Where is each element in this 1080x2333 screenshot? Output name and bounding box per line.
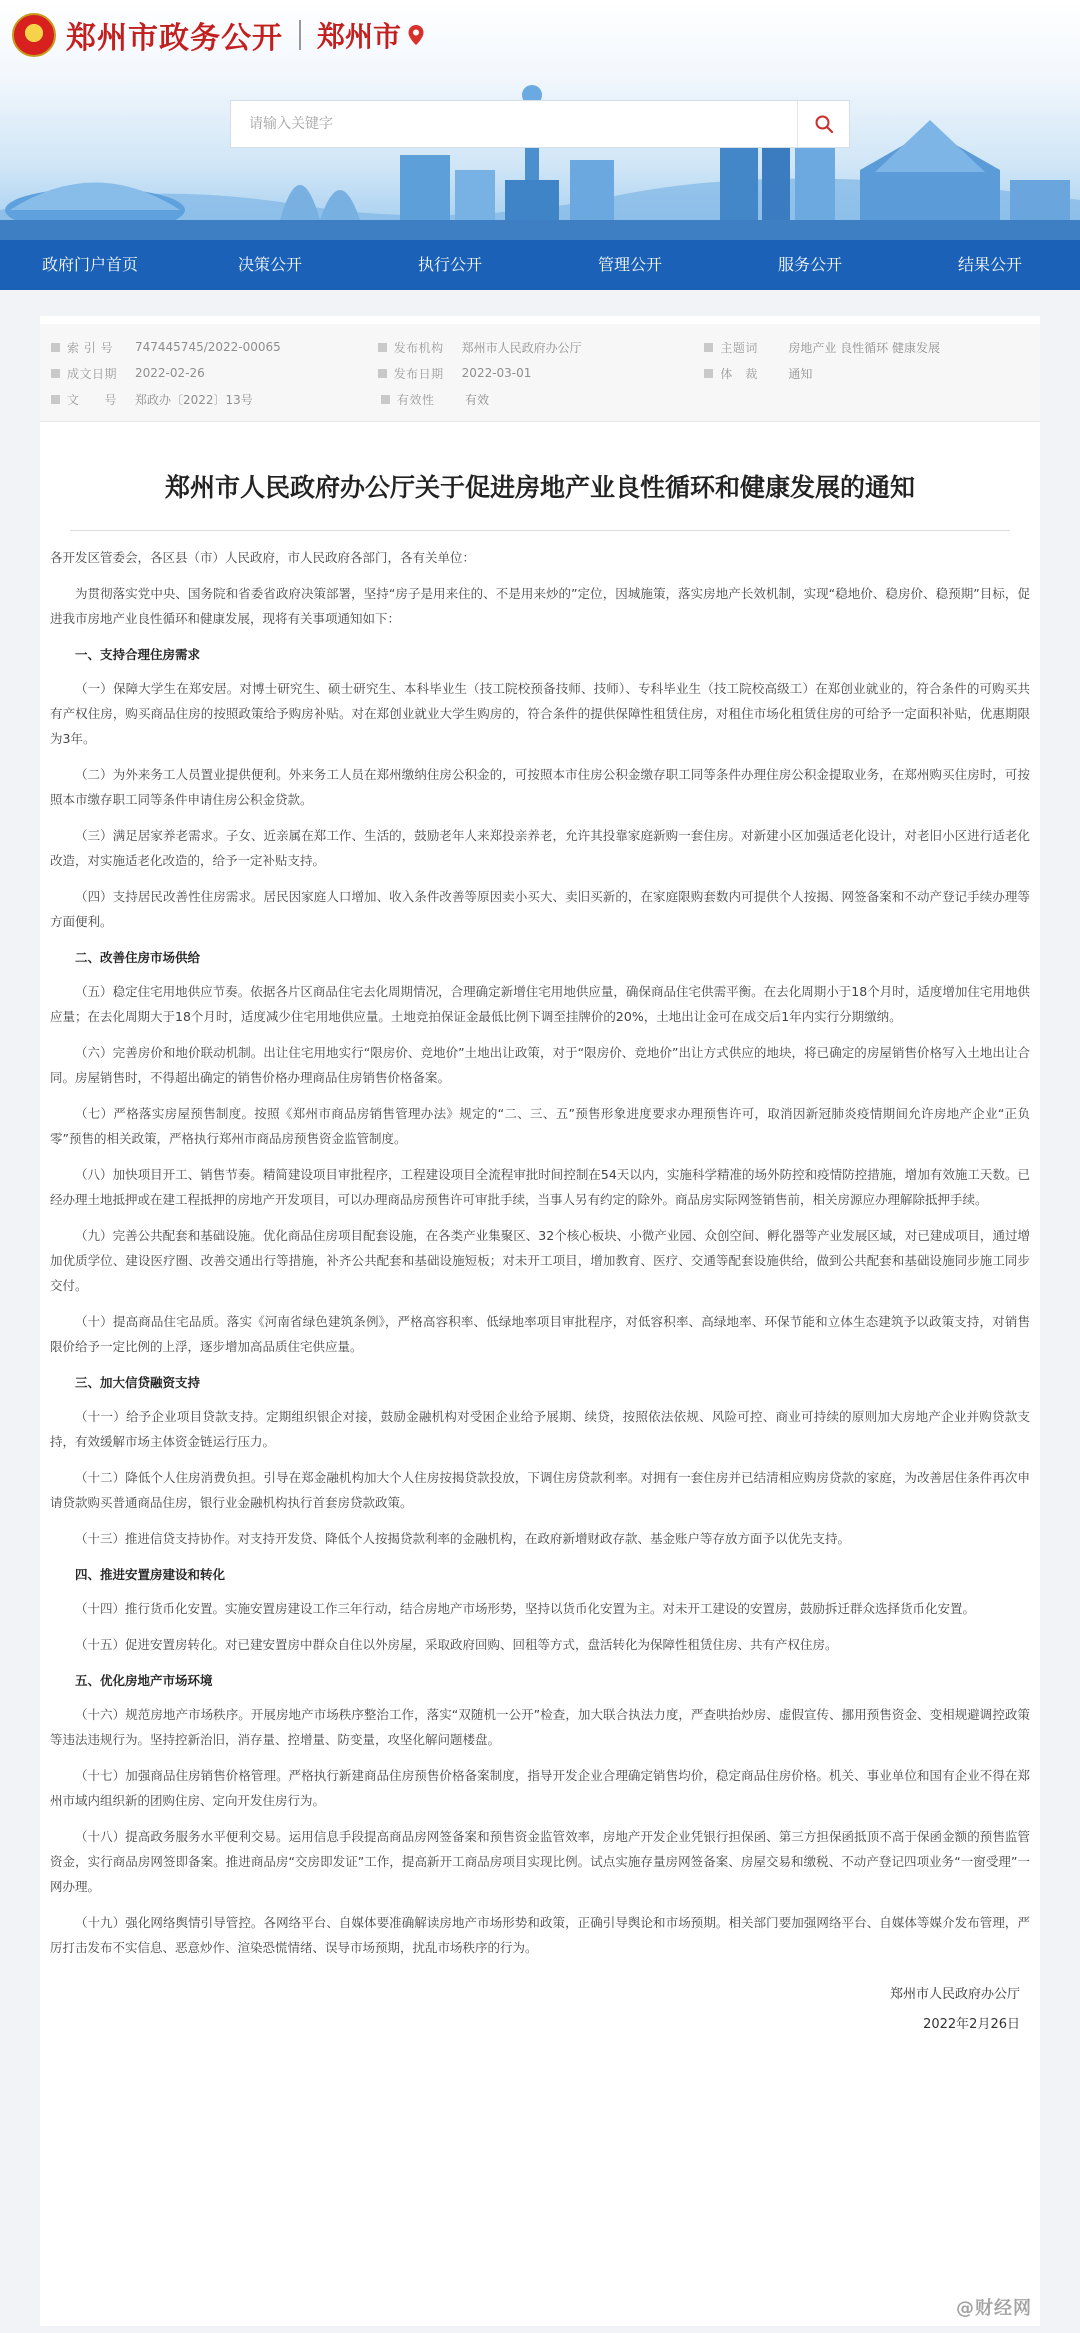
created-date-label: 成文日期 — [67, 366, 118, 381]
site-title: 郑州市政务公开 — [66, 21, 283, 56]
index-value: 747445745/2022-00065 — [135, 340, 281, 354]
calendar-icon — [377, 368, 388, 379]
published-date-value: 2022-03-01 — [461, 366, 532, 380]
nav-item-decision[interactable]: 决策公开 — [237, 255, 302, 274]
file-number-icon — [50, 394, 61, 405]
location-pin-icon[interactable] — [407, 24, 425, 46]
signature-block — [50, 1980, 1030, 2040]
published-date-label: 发布日期 — [393, 366, 444, 381]
created-date-value: 2022-02-26 — [135, 366, 205, 380]
article-card — [40, 316, 1040, 2326]
search-input[interactable] — [231, 101, 797, 147]
city-name: 郑州市 — [317, 20, 402, 53]
paragraph: （二）为外来务工人员置业提供便利。外来务工人员在郑州缴纳住房公积金的，可按照本市住房公积金缴存职工同等条件办理住房公积金提取业务，在郑州购买住房时，可按照本市缴存职工同等条件申请住房公积金贷款。 — [50, 767, 1030, 807]
paragraph: （十五）促进安置房转化。对已建安置房中群众自住以外房屋，采取政府回购、回租等方式，盘活转化为保障性租赁住房、共有产权住房。 — [75, 1637, 838, 1652]
document-body — [40, 531, 1040, 2040]
paragraph: （七）严格落实房屋预售制度。按照《郑州市商品房销售管理办法》规定的“二、三、五”预售形象进度要求办理预售许可，取消因新冠肺炎疫情期间允许房地产企业“正负零”预售的相关政策，严格执行郑州市商品房预售资金监管制度。 — [50, 1106, 1030, 1146]
salutation: 各开发区管委会，各区县（市）人民政府，市人民政府各部门，各有关单位： — [50, 550, 476, 565]
validity-icon — [380, 394, 391, 405]
paragraph: （十）提高商品住宅品质。落实《河南省绿色建筑条例》，严格高容积率、低绿地率项目审批程序，对低容积率、高绿地率、环保节能和立体生态建筑予以政策支持，对销售限价给予一定比例的上浮，逐步增加高品质住宅供应量。 — [50, 1314, 1030, 1354]
document-icon — [703, 368, 714, 379]
paragraph: （六）完善房价和地价联动机制。出让住宅用地实行“限房价、竞地价”土地出让政策，对于“限房价、竞地价”出让方式供应的地块，将已确定的房屋销售价格写入土地出让合同。房屋销售时，不得超出确定的销售价格办理商品住房销售价格备案。 — [50, 1045, 1030, 1085]
paragraph: （十八）提高政务服务水平便利交易。运用信息手段提高商品房网签备案和预售资金监管效率，房地产开发企业凭银行担保函、第三方担保函抵顶不高于保函金额的预售监管资金，实行商品房网签即备案。推进商品房“交房即发证”工作，提高新开工商品房项目实现比例。试点实施存量房网签备案、房屋交易和缴税、不动产登记四项业务“一窗受理”一网办理。 — [50, 1829, 1030, 1894]
nav-item-portal-home[interactable]: 政府门户首页 — [41, 255, 138, 274]
paragraph: （十三）推进信贷支持协作。对支持开发贷、降低个人按揭贷款利率的金融机构，在政府新增财政存款、基金账户等存放方面予以优先支持。 — [75, 1531, 851, 1546]
doc-number-label: 文 号 — [67, 392, 118, 407]
section-heading: 二、改善住房市场供给 — [75, 950, 201, 965]
document-metadata — [40, 324, 1040, 422]
paragraph: （八）加快项目开工、销售节奏。精简建设项目审批程序，工程建设项目全流程审批时间控制在54天以内，实施科学精准的场外防控和疫情防控措施，增加有效施工天数。已经办理土地抵押或在建工程抵押的房地产开发项目，可以办理商品房预售许可审批手续，当事人另有约定的除外。商品房实际网签销售前，相关房源应办理解除抵押手续。 — [50, 1167, 1030, 1207]
keyword-icon — [703, 342, 714, 353]
section-heading: 五、优化房地产市场环境 — [75, 1673, 213, 1688]
index-label: 索 引 号 — [67, 340, 114, 355]
watermark: @财经网 — [956, 2298, 1032, 2319]
header-banner — [0, 0, 1080, 240]
paragraph: （十四）推行货币化安置。实施安置房建设工作三年行动，结合房地产市场形势，坚持以货币化安置为主。对未开工建设的安置房，鼓励拆迁群众选择货币化安置。 — [75, 1601, 976, 1616]
validity-label: 有效性 — [397, 392, 435, 407]
paragraph: （一）保障大学生在郑安居。对博士研究生、硕士研究生、本科毕业生（技工院校预备技师、技师）、专科毕业生（技工院校高级工）在郑创业就业的，符合条件的可购买共有产权住房，购买商品住房的按照政策给予购房补贴。对在郑创业就业大学生购房的，符合条件的提供保障性租赁住房，对租住市场化租赁住房的可给予一定面积补贴，优惠期限为3年。 — [50, 681, 1030, 746]
topic-label: 主题词 — [720, 340, 758, 355]
nav-item-service[interactable]: 服务公开 — [777, 255, 842, 274]
site-brand[interactable] — [12, 10, 425, 60]
intro-paragraph: 为贯彻落实党中央、国务院和省委省政府决策部署，坚持“房子是用来住的、不是用来炒的”定位，因城施策，落实房地产长效机制，实现“稳地价、稳房价、稳预期”目标，促进我市房地产业良性循环和健康发展，现将有关事项通知如下： — [50, 586, 1030, 626]
section-heading: 四、推进安置房建设和转化 — [75, 1567, 226, 1582]
search-icon — [814, 114, 834, 134]
search-button[interactable] — [797, 101, 849, 147]
paragraph: （十七）加强商品住房销售价格管理。严格执行新建商品住房预售价格备案制度，指导开发企业合理确定销售均价，稳定商品住房价格。机关、事业单位和国有企业不得在郑州市域内组织新的团购住房、定向开发住房行为。 — [50, 1768, 1030, 1808]
title-divider — [299, 20, 301, 50]
publisher-value: 郑州市人民政府办公厅 — [461, 340, 582, 355]
search-box — [230, 100, 850, 148]
genre-label: 体 裁 — [720, 366, 758, 381]
section-heading: 一、支持合理住房需求 — [75, 647, 201, 662]
national-emblem-icon: ★ — [12, 13, 56, 57]
paragraph: （四）支持居民改善性住房需求。居民因家庭人口增加、收入条件改善等原因卖小买大、卖旧买新的，在家庭限购套数内可提供个人按揭、网签备案和不动产登记手续办理等方面便利。 — [50, 889, 1030, 929]
building-icon — [377, 342, 388, 353]
city-skyline-illustration — [0, 60, 1080, 240]
validity-value: 有效 — [465, 392, 490, 407]
main-nav — [0, 240, 1080, 290]
paragraph: （三）满足居家养老需求。子女、近亲属在郑工作、生活的，鼓励老年人来郑投亲养老，允许其投靠家庭新购一套住房。对新建小区加强适老化设计，对老旧小区进行适老化改造，对实施适老化改造的，给予一定补贴支持。 — [50, 828, 1030, 868]
signature-date: 2022年2月26日 — [923, 2017, 1020, 2032]
tag-icon — [50, 342, 61, 353]
section-heading: 三、加大信贷融资支持 — [75, 1375, 201, 1390]
topic-value: 房地产业 良性循环 健康发展 — [788, 340, 940, 355]
paragraph: （十一）给予企业项目贷款支持。定期组织银企对接，鼓励金融机构对受困企业给予展期、续贷，按照依法依规、风险可控、商业可持续的原则加大房地产企业并购贷款支持，有效缓解市场主体资金链运行压力。 — [50, 1409, 1030, 1449]
paragraph: （九）完善公共配套和基础设施。优化商品住房项目配套设施，在各类产业集聚区、32个核心板块、小微产业园、众创空间、孵化器等产业发展区域，对已建成项目，通过增加优质学位、建设医疗圈、改善交通出行等措施，补齐公共配套和基础设施短板；对未开工项目，增加教育、医疗、交通等配套设施供给，做到公共配套和基础设施同步施工同步交付。 — [50, 1228, 1030, 1293]
paragraph: （五）稳定住宅用地供应节奏。依据各片区商品住宅去化周期情况，合理确定新增住宅用地供应量，确保商品住宅供需平衡。在去化周期小于18个月时，适度增加住宅用地供应量；在去化周期大于18个月时，适度减少住宅用地供应量。土地竞拍保证金最低比例下调至挂牌价的20%，土地出让金可在成交后1年内实行分期缴纳。 — [50, 984, 1030, 1024]
document-title: 郑州市人民政府办公厅关于促进房地产业良性循环和健康发展的通知 — [164, 473, 915, 502]
genre-value: 通知 — [788, 366, 813, 381]
nav-item-management[interactable]: 管理公开 — [597, 255, 662, 274]
nav-item-execution[interactable]: 执行公开 — [417, 255, 482, 274]
doc-number-value: 郑政办〔2022〕13号 — [135, 392, 253, 407]
paragraph: （十六）规范房地产市场秩序。开展房地产市场秩序整治工作，落实“双随机一公开”检查，加大联合执法力度，严查哄抬炒房、虚假宣传、挪用预售资金、变相规避调控政策等违法违规行为。坚持控新治旧，消存量、控增量、防变量，攻坚化解问题楼盘。 — [50, 1707, 1030, 1747]
paragraph: （十二）降低个人住房消费负担。引导在郑金融机构加大个人住房按揭贷款投放，下调住房贷款利率。对拥有一套住房并已结清相应购房贷款的家庭，为改善居住条件再次申请贷款购买普通商品住房，银行业金融机构执行首套房贷款政策。 — [50, 1470, 1030, 1510]
signature-issuer: 郑州市人民政府办公厅 — [889, 1987, 1020, 2002]
nav-item-result[interactable]: 结果公开 — [957, 255, 1022, 274]
calendar-icon — [50, 368, 61, 379]
publisher-label: 发布机构 — [393, 340, 444, 355]
paragraph: （十九）强化网络舆情引导管控。各网络平台、自媒体要准确解读房地产市场形势和政策，正确引导舆论和市场预期。相关部门要加强网络平台、自媒体等媒介发布管理，严厉打击发布不实信息、恶意炒作、渲染恐慌情绪、误导市场预期，扰乱市场秩序的行为。 — [50, 1915, 1030, 1955]
